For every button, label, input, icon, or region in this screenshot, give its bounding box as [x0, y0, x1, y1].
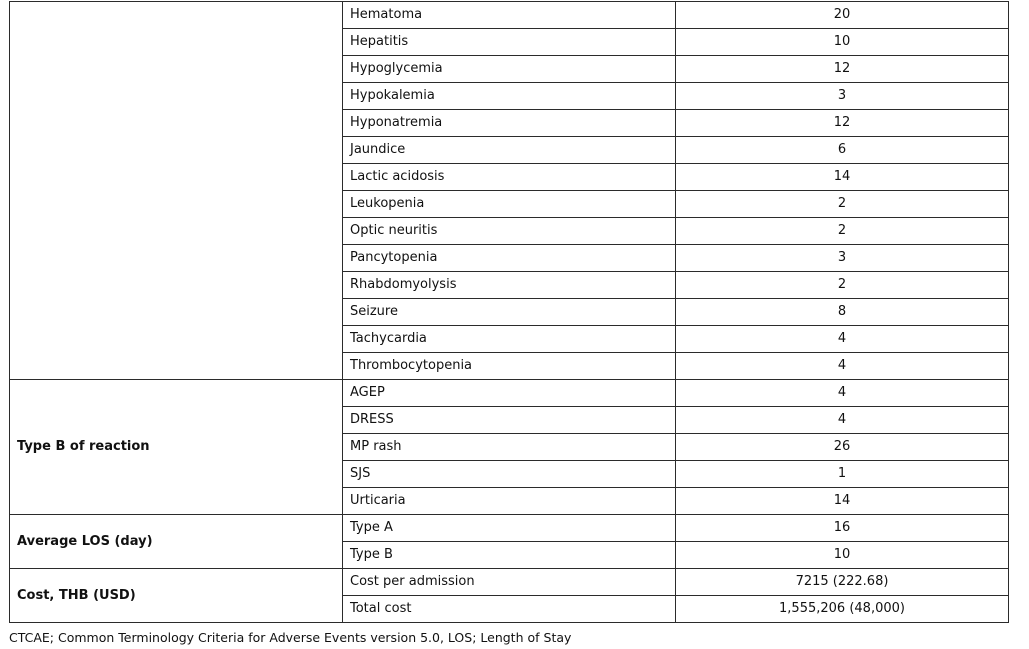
- row-value: 20: [676, 2, 1009, 29]
- adverse-events-table-container: [9, 1, 1008, 623]
- table-row: [10, 2, 1009, 29]
- row-value: 3: [676, 245, 1009, 272]
- row-label: Type A: [343, 515, 676, 542]
- row-value: 3: [676, 83, 1009, 110]
- row-label: Optic neuritis: [343, 218, 676, 245]
- row-value: 8: [676, 299, 1009, 326]
- section-adverse-events-continued-label: [10, 2, 343, 380]
- section-average-los-label: Average LOS (day): [10, 515, 343, 569]
- row-value: 12: [676, 110, 1009, 137]
- row-value: 2: [676, 191, 1009, 218]
- row-label: Hypoglycemia: [343, 56, 676, 83]
- row-value: 2: [676, 272, 1009, 299]
- row-label: Cost per admission: [343, 569, 676, 596]
- row-label: Lactic acidosis: [343, 164, 676, 191]
- row-label: SJS: [343, 461, 676, 488]
- table-footnote: CTCAE; Common Terminology Criteria for Adverse Events version 5.0, LOS; Length of Stay: [9, 630, 572, 645]
- row-label: Leukopenia: [343, 191, 676, 218]
- table-row: [10, 380, 1009, 407]
- section-type-b-reaction-label: Type B of reaction: [10, 380, 343, 515]
- row-value: 7215 (222.68): [676, 569, 1009, 596]
- row-value: 1,555,206 (48,000): [676, 596, 1009, 623]
- row-value: 10: [676, 29, 1009, 56]
- row-value: 12: [676, 56, 1009, 83]
- row-value: 6: [676, 137, 1009, 164]
- row-label: Seizure: [343, 299, 676, 326]
- table-row: [10, 569, 1009, 596]
- row-value: 4: [676, 407, 1009, 434]
- row-value: 4: [676, 326, 1009, 353]
- row-label: Urticaria: [343, 488, 676, 515]
- row-label: Pancytopenia: [343, 245, 676, 272]
- row-label: Hypokalemia: [343, 83, 676, 110]
- row-label: Total cost: [343, 596, 676, 623]
- row-value: 4: [676, 353, 1009, 380]
- row-label: Tachycardia: [343, 326, 676, 353]
- row-value: 10: [676, 542, 1009, 569]
- table-body: [10, 2, 1009, 623]
- row-label: Jaundice: [343, 137, 676, 164]
- row-value: 14: [676, 164, 1009, 191]
- row-label: Thrombocytopenia: [343, 353, 676, 380]
- row-label: Hyponatremia: [343, 110, 676, 137]
- row-value: 16: [676, 515, 1009, 542]
- row-value: 2: [676, 218, 1009, 245]
- row-label: AGEP: [343, 380, 676, 407]
- row-label: DRESS: [343, 407, 676, 434]
- row-value: 26: [676, 434, 1009, 461]
- row-value: 4: [676, 380, 1009, 407]
- row-value: 14: [676, 488, 1009, 515]
- table-row: [10, 515, 1009, 542]
- row-label: Hepatitis: [343, 29, 676, 56]
- row-label: Hematoma: [343, 2, 676, 29]
- row-label: Type B: [343, 542, 676, 569]
- section-cost-label: Cost, THB (USD): [10, 569, 343, 623]
- adverse-events-table: [9, 1, 1009, 623]
- row-value: 1: [676, 461, 1009, 488]
- row-label: Rhabdomyolysis: [343, 272, 676, 299]
- row-label: MP rash: [343, 434, 676, 461]
